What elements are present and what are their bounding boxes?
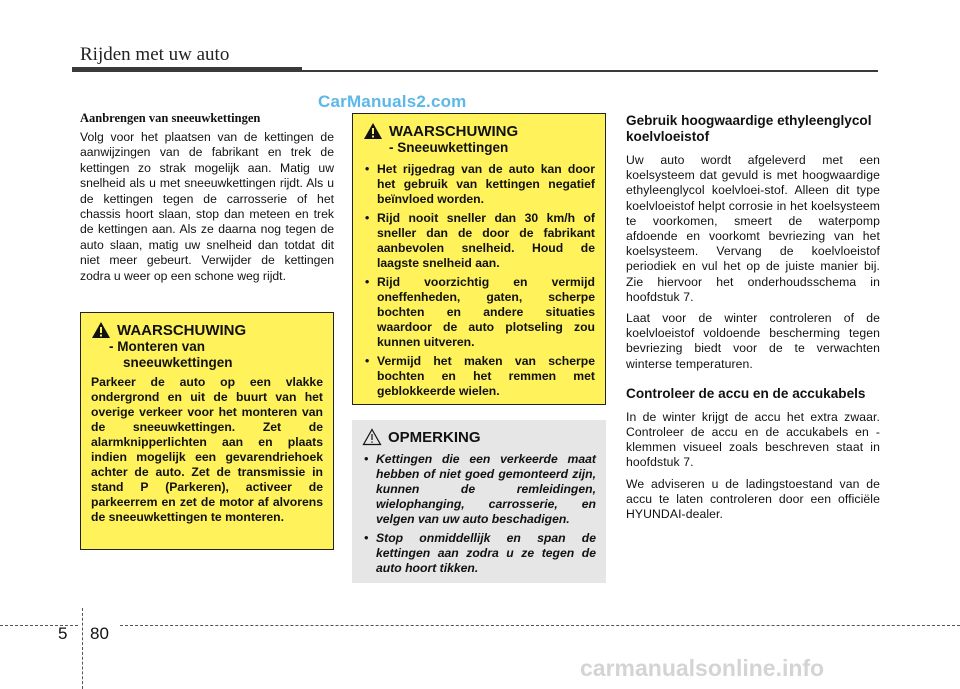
caution-triangle-icon <box>362 428 382 446</box>
header-rule <box>72 67 302 72</box>
column-right <box>626 113 880 522</box>
warning-box-mounting <box>80 312 334 550</box>
footer-divider <box>82 608 83 689</box>
column-left <box>80 111 334 284</box>
list-item: • Rijd voorzichtig en vermijd oneffenheden, gaten, scherpe bochten en andere situaties waardoor de auto plotseling zou kunnen uitveren. <box>363 275 595 350</box>
warning-title: WAARSCHUWING <box>389 122 519 140</box>
warning-triangle-icon <box>91 321 111 339</box>
note-title: OPMERKING <box>388 428 481 446</box>
list-item: • Rijd nooit sneller dan 30 km/h of sneller dan de door de fabrikant aanbevolen snelheid. Houd de laagste snelheid aan. <box>363 211 595 271</box>
warning-subtitle-1: - Monteren van <box>109 339 206 354</box>
footer-rule-right <box>120 625 960 626</box>
warning-subtitle-2: sneeuwkettingen <box>123 355 233 370</box>
warning-subtitle: - Sneeuwkettingen <box>389 140 509 155</box>
list-item: • Kettingen die een verkeerde maat hebben of niet goed gemonteerd zijn, kunnen de remleidingen, wielophanging, carrosserie, en velgen van uw auto beschadigen. <box>362 452 596 527</box>
paragraph-battery-1: In de winter krijgt de accu het extra zwaar. Controleer de accu en de accukabels en -klemmen visueel zoals beschreven staat in hoofdstuk 7. <box>626 409 880 470</box>
page-number: 80 <box>90 624 109 643</box>
section-number: 5 <box>58 624 68 643</box>
note-list <box>362 452 596 576</box>
paragraph-snow-chains: Volg voor het plaatsen van de kettingen de aanwijzingen van de fabrikant en trek de kettingen zo strak mogelijk aan. Matig uw snelheid als u met sneeuwkettingen rijdt. Als u de kettingen tegen de carrosserie of het chassis hoort slaan, stop dan meteen en trek de kettingen aan. Als ze daarna nog tegen de auto slaan, matig uw snelheid dan totdat dit niet meer gebeurt. Verwijder de kettingen zodra u weer op een schone weg rijdt. <box>80 130 334 283</box>
paragraph-battery-2: We adviseren u de ladingstoestand van de accu te laten controleren door een officiële HYUNDAI-dealer. <box>626 476 880 522</box>
section-heading-battery: Controleer de accu en de accukabels <box>626 385 866 401</box>
warning-triangle-icon <box>363 122 383 140</box>
warning-body: Parkeer de auto op een vlakke ondergrond en uit de buurt van het overige verkeer voor het monteren van de sneeuwkettingen. Zet de alarmknipperlichten aan en plaats indien mogelijk een gevarendriehoek achter de auto. Zet de transmissie in stand P (Parkeren), activeer de parkeerrem en zet de motor af alvorens de sneeuwkettingen te monteren. <box>91 375 323 524</box>
section-heading-snow-chains: Aanbrengen van sneeuwkettingen <box>80 111 261 125</box>
list-item: • Het rijgedrag van de auto kan door het gebruik van kettingen negatief beïnvloed worden. <box>363 162 595 207</box>
page-header-title: Rijden met uw auto <box>80 44 230 65</box>
warning-box-snow-chains <box>352 113 606 405</box>
warning-list <box>363 162 595 399</box>
warning-title: WAARSCHUWING <box>117 321 247 339</box>
watermark-bottom: carmanualsonline.info <box>580 655 825 681</box>
list-item: • Vermijd het maken van scherpe bochten en het remmen met geblokkeerde wielen. <box>363 354 595 399</box>
paragraph-coolant-1: Uw auto wordt afgeleverd met een koelsysteem dat gevuld is met hoogwaardige ethyleenglycol koelvloei-stof. Alleen dit type koelvloeistof helpt corrosie in het koelsysteem te voorkomen, smeert de waterpomp afdoende en voorkomt bevriezing van het koelsysteem. Vervang de koelvloeistof periodiek en vul het op de juiste manier bij. Zie hiervoor het onderhoudsschema in hoofdstuk 7. <box>626 153 880 304</box>
header-rule-thin <box>302 70 878 72</box>
section-heading-coolant: Gebruik hoogwaardige ethyleenglycol koelvloeistof <box>626 113 872 144</box>
note-box <box>352 420 606 583</box>
paragraph-coolant-2: Laat voor de winter controleren of de koelvloeistof voldoende bescherming tegen bevriezing biedt voor de te verwachten winterse temperaturen. <box>626 311 880 371</box>
watermark-top: CarManuals2.com <box>318 92 467 111</box>
list-item: • Stop onmiddellijk en span de kettingen aan zodra u ze tegen de auto hoort tikken. <box>362 531 596 576</box>
